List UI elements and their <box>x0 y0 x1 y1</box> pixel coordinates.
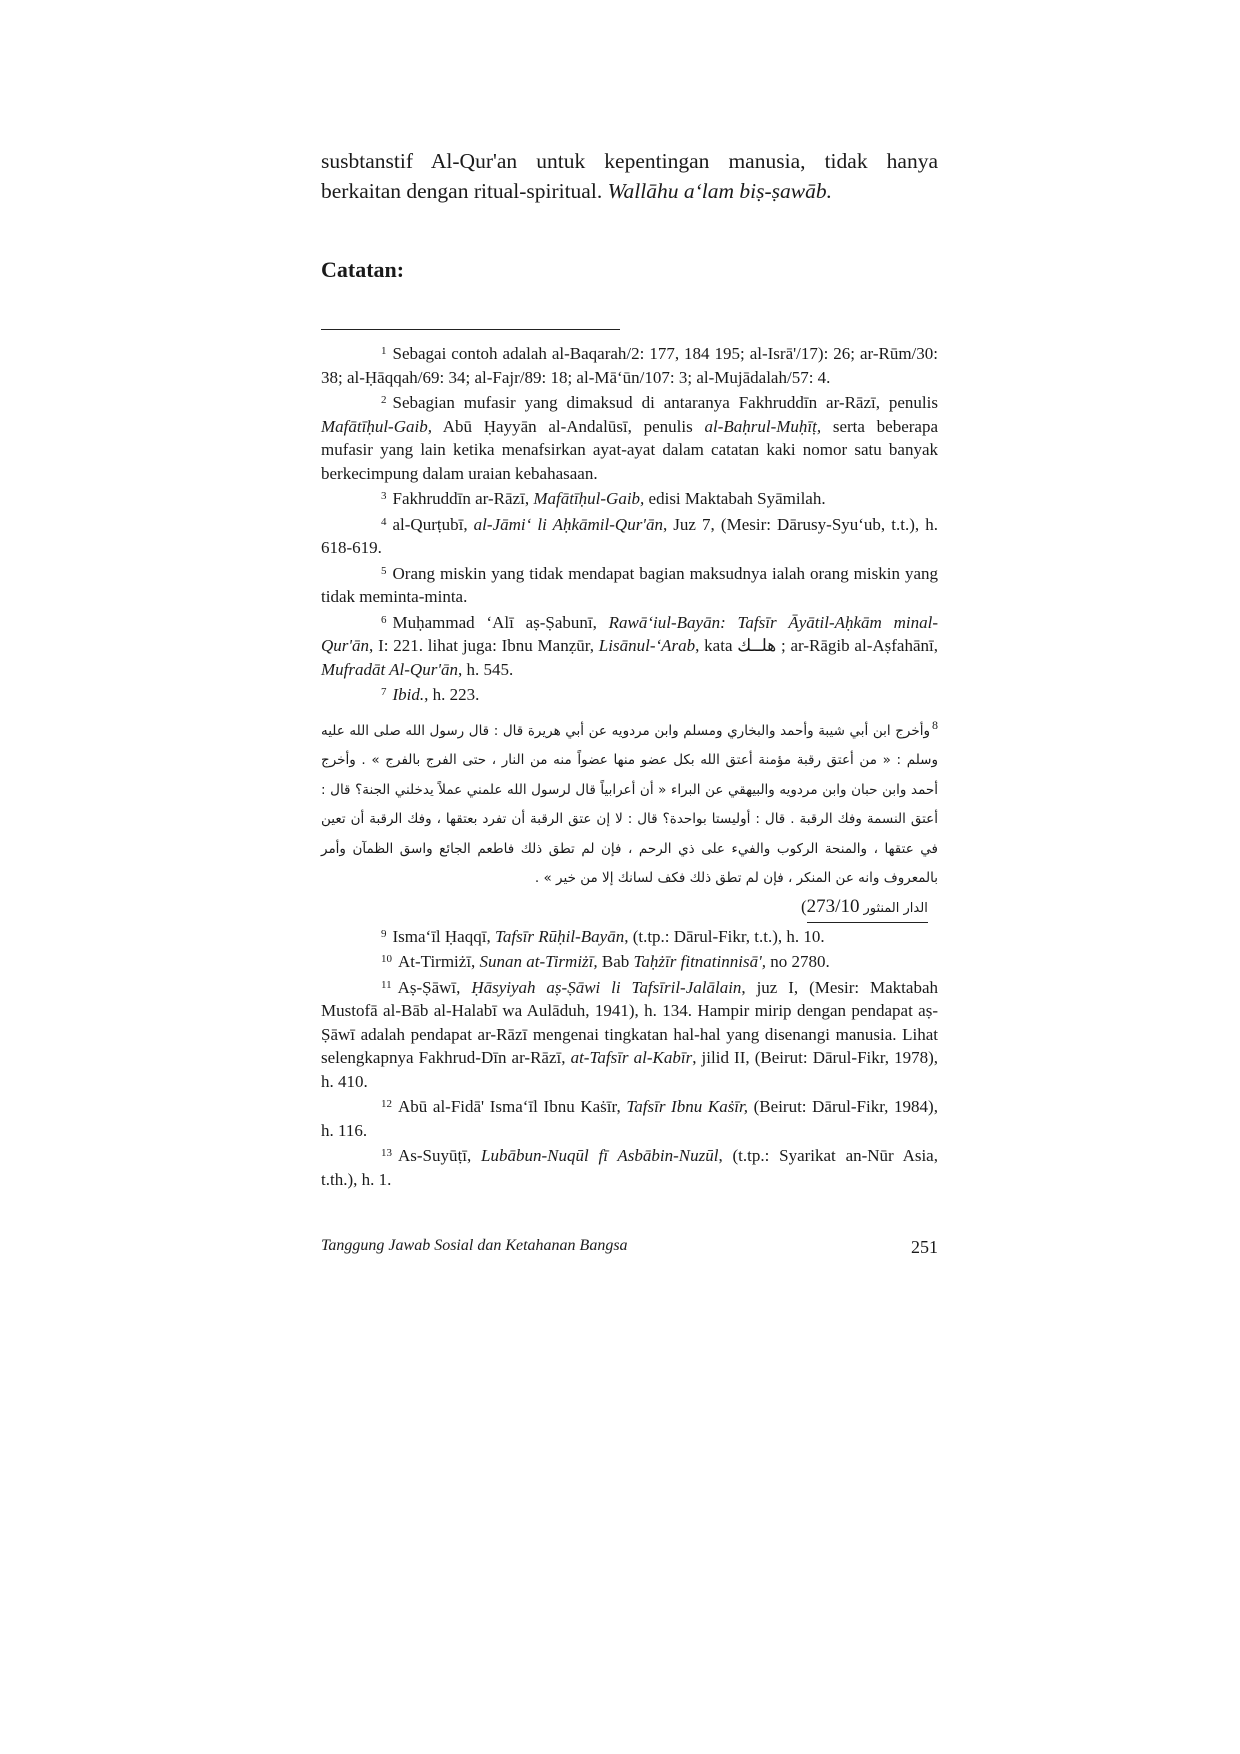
footnote-text: Mafātīḥul-Gaib, <box>533 489 645 508</box>
footnote-text: Sebagai contoh adalah al-Baqarah/2: 177, 184 195; al-Isrā'/17): 26; ar-Rūm/30: 38; al-Ḥāqqah/69: 34; al-Fajr/89: 18; al-Mā‘ūn/107: 3; al-Mujādalah/57: 4. <box>321 344 938 387</box>
footnote-text: , h. 545. <box>457 659 514 679</box>
footnote <box>321 560 938 609</box>
footnote-text: al-Jāmi‘ li Aḥkāmil-Qur'ān <box>473 514 663 534</box>
footnote-number: 4 <box>381 515 387 528</box>
running-title: Tanggung Jawab Sosial dan Ketahanan Bangsa <box>321 1237 628 1254</box>
footnote-text: Abū al-Fidā' Isma‘īl Ibnu Kaṡīr, <box>398 1097 627 1116</box>
footnote <box>321 389 938 485</box>
footnote <box>321 340 938 389</box>
footnote-text: Mufradāt Al-Qur'ān <box>321 659 458 679</box>
footnote-text: Rawā‘iul-Bayān: Tafsīr Āyātil-Aḥkām minal-Qur'ān <box>321 612 938 655</box>
footnote-text: al-Qurṭubī, <box>392 514 474 534</box>
body-paragraph-text: susbtanstif Al-Qur'an untuk kepentingan manusia, tidak hanya berkaitan dengan ritual-spiritual. <box>321 149 938 203</box>
footnote-text: , jilid II, (Beirut: Dārul-Fikr, 1978), h. 410. <box>321 1048 938 1091</box>
footnote-text: , I: 221. lihat juga: Ibnu Manẓūr, <box>369 636 599 655</box>
footnote-text: Tafsīr Rūḥil-Bayān <box>494 926 625 946</box>
footnote-text: no 2780. <box>765 952 830 971</box>
footnote <box>321 511 938 560</box>
footnote-text: , h. 223. <box>424 685 480 704</box>
footnotes-section <box>321 340 938 1191</box>
footnote-number: 12 <box>381 1098 392 1110</box>
footnote-text: Mafātīḥul-Gaib, <box>321 416 432 436</box>
footnote <box>321 948 938 974</box>
footnote-text: , kata هلــك ; ar-Rāgib al-Aṣfahānī, <box>695 636 938 655</box>
footnote-text: Aṣ-Ṣāwī, <box>397 977 472 997</box>
footnote-text: As-Suyūṭī, <box>398 1146 481 1165</box>
footnote-text: serta beberapa mufasir yang lain ketika menafsirkan ayat-ayat dalam catatan kaki nomor satu banyak berkecimpung dalam uraian kebahasaan. <box>321 416 938 483</box>
footnote-number: 13 <box>381 1147 392 1159</box>
arabic-footnote <box>321 711 938 894</box>
footnote-number: 1 <box>381 345 387 357</box>
footnote-text: edisi Maktabah Syāmilah. <box>644 489 826 508</box>
footnote-text: Taḥżīr fitnatinnisā', <box>633 952 766 971</box>
notes-heading: Catatan: <box>321 257 405 282</box>
footnote-divider <box>321 329 620 330</box>
footnote-text: Sunan at-Tirmiżī, <box>479 952 598 971</box>
footnote-number: 9 <box>381 927 387 940</box>
footnote-list-a <box>321 340 938 707</box>
footnote <box>321 974 938 1094</box>
footnote <box>321 609 938 682</box>
body-closing-italic: Wallāhu a‘lam biṣ-ṣawāb. <box>607 179 832 203</box>
footnote-text: Sebagian mufasir yang dimaksud di antaranya Fakhruddīn ar-Rāzī, penulis <box>392 393 938 412</box>
footnote-text: , Juz 7, (Mesir: Dārusy-Syu‘ub, t.t.), h. 618-619. <box>321 514 938 557</box>
footnote <box>321 1142 938 1191</box>
footnote-text: Lubābun-Nuqūl fī Asbābin-Nuzūl <box>481 1146 719 1165</box>
footnote-list-b <box>321 923 938 1192</box>
footnote-text: Tafsīr Ibnu Kaṡīr, <box>626 1097 749 1116</box>
footnote-text: Fakhruddīn ar-Rāzī, <box>392 489 534 508</box>
footnote-text: (Beirut: Dārul-Fikr, 1984), h. 116. <box>321 1097 938 1140</box>
page-number: 251 <box>911 1237 938 1257</box>
footnote-number: 10 <box>381 953 392 965</box>
arabic-source-label: الدار المنثور <box>863 900 928 916</box>
footnote <box>321 1093 938 1142</box>
footnote-number: 5 <box>381 564 387 577</box>
footnote-text: Muḥammad ‘Alī aṣ-Ṣabunī, <box>392 612 609 632</box>
arabic-footnote-text: وأخرج ابن أبي شيبة وأحمد والبخاري ومسلم وابن مردويه عن أبي هريرة قال : قال رسول الله صلى الله عليه وسلم : « من أعتق رقبة مؤمنة أعتق الله بكل عضو منها عضواً منه من النار ، حتى الفرج بالفرج » . وأخرج أحمد وابن حبان وابن مردويه والبيهقي عن البراء « أن أعرابياً قال لرسول الله علمني عملاً يدخلني الجنة؟ قال : أعتق النسمة وفك الرقبة . قال : أوليستا بواحدة؟ قال : لا إن عتق الرقبة أن تفرد بعتقها ، وفك الرقبة أن تعين في عتقها ، والمنحة الركوب والفيء على ذي الرحم ، فإن لم تطق ذلك فاطعم الجائع واسق الظمآن وأمر بالمعروف وانه عن المنكر ، فإن لم تطق ذلك فكف لسانك إلا من خير » . <box>321 722 938 886</box>
page-footer <box>321 1237 938 1255</box>
footnote <box>321 923 938 949</box>
footnote-text: al-Baḥrul-Muḥīṭ, <box>704 416 822 436</box>
footnote-number: 8 <box>932 717 938 732</box>
footnote-text: , (t.tp.: Syarikat an-Nūr Asia, t.th.), h. 1. <box>321 1146 938 1189</box>
footnote-number: 2 <box>381 394 387 406</box>
footnote <box>321 681 938 707</box>
arabic-source-number: 273/10 <box>806 895 860 917</box>
arabic-source-ref <box>807 894 928 923</box>
footnote-text: Ibid. <box>392 685 425 704</box>
body-paragraph <box>321 146 938 206</box>
footnote-number: 11 <box>381 978 392 991</box>
footnote-number: 6 <box>381 613 387 626</box>
footnote-text: Bab <box>597 952 634 971</box>
footnote-text: Lisānul-‘Arab <box>598 636 696 655</box>
footnote-number: 7 <box>381 686 387 698</box>
footnote-text: At-Tirmiżī, <box>398 952 480 971</box>
footnote-text: Orang miskin yang tidak mendapat bagian maksudnya ialah orang miskin yang tidak meminta-minta. <box>321 563 938 606</box>
footnote-text: Abū Ḥayyān al-Andalūsī, penulis <box>431 416 705 436</box>
footnote-text: at-Tafsīr al-Kabīr <box>570 1048 693 1067</box>
arabic-source-line: ( الدار المنثور273/10 <box>321 894 938 923</box>
footnote <box>321 485 938 511</box>
footnote-text: Ḥāsyiyah aṣ-Ṣāwi li Tafsīril-Jalālain <box>471 977 742 997</box>
footnote-number: 3 <box>381 490 387 502</box>
footnote-text: , (t.tp.: Dārul-Fikr, t.t.), h. 10. <box>624 926 825 946</box>
footnote-text: Isma‘īl Ḥaqqī, <box>392 926 495 946</box>
footnote-text: , juz I, (Mesir: Maktabah Mustofā al-Bāb al-Halabī wa Aulāduh, 1941), h. 134. Hampir mirip dengan pendapat aṣ-Ṣāwī adalah pendapat ar-Rāzī mengenai tingkatan hal-hal yang disenangi manusia. Lihat selengkapnya Fakhrud-Dīn ar-Rāzī, <box>321 977 938 1067</box>
